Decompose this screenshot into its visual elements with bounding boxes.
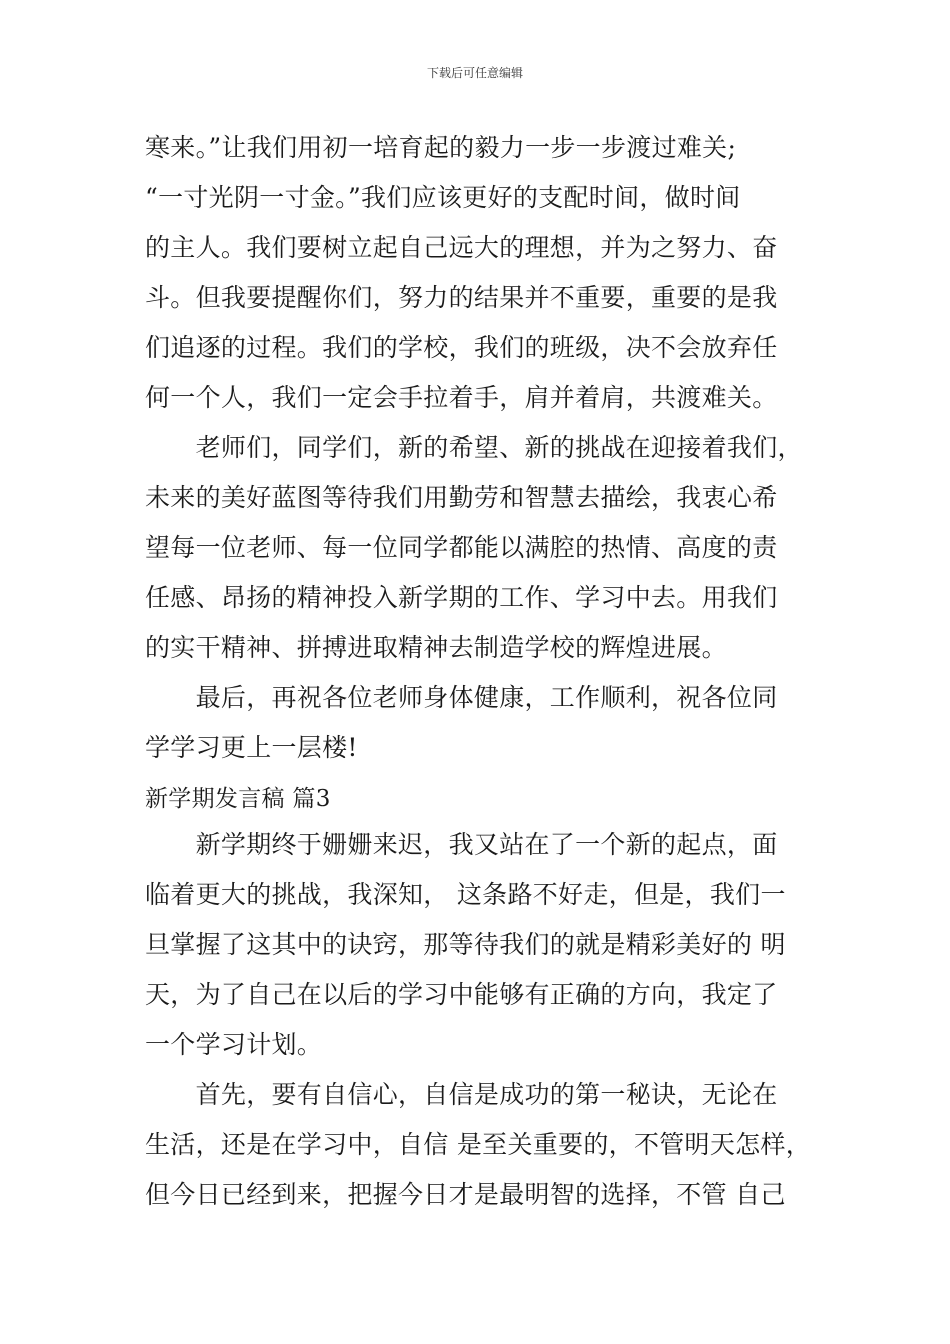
text-line: 学学习更上一层楼! xyxy=(145,733,358,762)
text-line: 任感、昂扬的精神投入新学期的工作、学习中去。用我们 xyxy=(145,583,778,612)
page-header: 下载后可任意编辑 xyxy=(426,66,523,80)
section-title: 新学期发言稿 篇3 xyxy=(145,786,331,812)
text-line: 的实干精神、拼搏进取精神去制造学校的辉煌进展。 xyxy=(145,633,727,662)
text-line: 新学期终于姗姗来迟，我又站在了一个新的起点，面 xyxy=(145,830,778,859)
text-line: 的主人。我们要树立起自己远大的理想，并为之努力、奋 xyxy=(145,233,778,262)
text-line: 首先，要有自信心，自信是成功的第一秘诀，无论在 xyxy=(145,1080,778,1109)
text-line: 一个学习计划。 xyxy=(145,1030,323,1059)
text-line: 旦掌握了这其中的诀窍，那等待我们的就是精彩美好的 明 xyxy=(145,930,786,959)
text-line: 临着更大的挑战，我深知， 这条路不好走，但是，我们一 xyxy=(145,880,786,909)
text-line: 斗。但我要提醒你们，努力的结果并不重要，重要的是我 xyxy=(145,283,778,312)
text-line: 未来的美好蓝图等待我们用勤劳和智慧去描绘，我衷心希 xyxy=(145,483,778,512)
text-line: 但今日已经到来，把握今日才是最明智的选择，不管 自己 xyxy=(145,1180,786,1209)
text-line: “一寸光阴一寸金。”我们应该更好的支配时间，做时间 xyxy=(145,183,741,212)
text-line: 望每一位老师、每一位同学都能以满腔的热情、高度的责 xyxy=(145,533,778,562)
text-line: 寒来。”让我们用初一培育起的毅力一步一步渡过难关; xyxy=(145,133,737,162)
text-line: 老师们，同学们，新的希望、新的挑战在迎接着我们， xyxy=(145,433,803,462)
text-line: 何一个人，我们一定会手拉着手，肩并着肩，共渡难关。 xyxy=(145,383,778,412)
text-line: 生活，还是在学习中，自信 是至关重要的，不管明天怎样， xyxy=(145,1130,812,1159)
text-line: 最后，再祝各位老师身体健康，工作顺利，祝各位同 xyxy=(145,683,778,712)
text-line: 天，为了自己在以后的学习中能够有正确的方向，我定了 xyxy=(145,980,778,1009)
text-line: 们追逐的过程。我们的学校，我们的班级，决不会放弃任 xyxy=(145,333,778,362)
